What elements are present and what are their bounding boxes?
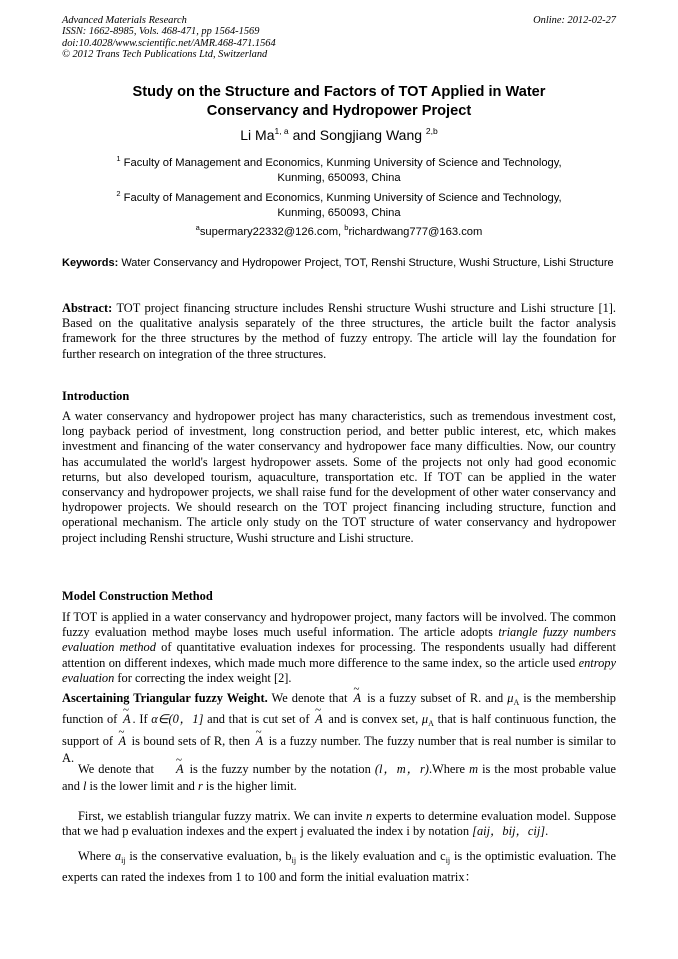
author-name: and Songjiang Wang	[292, 127, 423, 143]
author-emails	[62, 221, 616, 239]
text-run: and is convex set,	[324, 712, 422, 727]
journal-doi: doi:10.4028/www.scientific.net/AMR.468-471.1564	[62, 37, 276, 49]
membership-symbol: μ	[507, 691, 514, 705]
text-run: that is half continuous function, the support of	[62, 712, 616, 748]
emphasis-text: triangle fuzzy numbers evaluation method	[62, 625, 616, 655]
text-run: is bound sets of R, then	[128, 733, 254, 748]
abstract-text: TOT project financing structure includes Renshi structure Wushi structure and Lishi structure [1]. Based on the qualitative analysis separately of the three structures, the article built the factor analysis framework for the three structures by the method of fuzzy entropy. The article will lay the foundation for further research on integration of the three structures.	[62, 301, 616, 361]
fuzzy-symbol: ~ A	[313, 711, 325, 728]
journal-name: Advanced Materials Research	[62, 15, 187, 26]
journal-issn: ISSN: 1662-8985, Vols. 468-471, pp 1564-1569	[62, 26, 260, 38]
math-variable: a	[114, 849, 122, 863]
text-run: experts to determine evaluation model. Suppose that we had p evaluation indexes and the expert j evaluated the index i by notation	[62, 809, 616, 839]
text-run: is the membership function of	[62, 691, 616, 727]
fuzzy-symbol: ~ A	[351, 690, 363, 707]
text-run: We denote that	[78, 762, 158, 776]
text-run: We denote that	[267, 691, 352, 705]
keywords-text: Water Conservancy and Hydropower Project, TOT, Renshi Structure, Wushi Structure, Lishi Structure	[121, 257, 614, 269]
text-run: is a fuzzy number. The fuzzy number that is real number is similar to A.	[62, 733, 616, 765]
math-expression: α∈(0，1]	[151, 712, 204, 727]
math-expression: [aij，bij，cij]	[472, 824, 546, 839]
math-subscript: ij	[121, 856, 126, 865]
paragraph-label: Ascertaining Triangular fuzzy Weight.	[62, 691, 268, 705]
author-name: Li Ma	[240, 127, 275, 143]
fuzzy-symbol: ~ A	[121, 711, 133, 728]
email-sup: b	[344, 223, 349, 232]
affiliation-2	[62, 186, 616, 221]
affiliation-sup: 2	[116, 189, 121, 198]
online-date: Online: 2012-02-27	[533, 15, 616, 26]
email-link[interactable]: richardwang777@163.com	[348, 226, 483, 238]
model-heading: Model Construction Method	[62, 589, 213, 603]
title-line-1: Study on the Structure and Factors of TOT Applied in Water	[132, 84, 546, 100]
keywords-section	[62, 256, 616, 271]
text-run: is a fuzzy subset of R. and	[363, 691, 508, 705]
email-sup: a	[195, 223, 200, 232]
introduction-text: A water conservancy and hydropower project has many characteristics, such as tremendous investment cost, long payback period of investment, long construction period, and better public interest, etc, which makes investment and financing of the water conservancy and hydropower face many difficulties. Now, our country has accumulated the world's largest hydropower assets. Some of the projects not only had good economic returns, but also developed tourism, aquaculture, transportation etc. If TOT can be applied in the water conservancy and hydropower projects, we shall raise fund for the development of other water conservancy and hydropower projects. We should research on the TOT project financing including structure, function and operational mechanism. The article only study on the TOT structure of water conservancy and hydropower project including Renshi structure, Wushi structure and Lishi structure.	[62, 409, 616, 545]
text-run: is the optimistic evaluation. The experts can rated the indexes from 1 to 100 and form the initial evaluation matrix：	[62, 849, 617, 884]
text-run: .Where	[428, 762, 470, 776]
math-variable: l	[83, 778, 87, 793]
author-sup: 2,b	[425, 126, 438, 136]
weight-paragraph	[62, 690, 616, 767]
title-line-2: Conservancy and Hydropower Project	[206, 102, 472, 119]
affiliation-sup: 1	[116, 154, 121, 163]
text-run: First, we establish triangular fuzzy matrix. We can invite	[78, 809, 366, 823]
matrix-paragraph	[62, 809, 616, 839]
text-run: .	[545, 824, 549, 839]
math-subscript: ij	[445, 856, 451, 865]
affiliation-line: Kunming, 650093, China	[277, 172, 401, 184]
email-link[interactable]: supermary22332@126.com,	[199, 226, 342, 238]
math-variable: m	[469, 762, 479, 776]
math-subscript: A	[428, 719, 434, 729]
text-run: If TOT is applied in a water conservancy and hydropower project, many factors will be involved. The common fuzzy evaluation method maybe loses much useful information. The article adopts	[62, 610, 616, 640]
affiliation-1	[62, 151, 616, 186]
text-run: . If	[132, 712, 152, 727]
affiliation-line: Faculty of Management and Economics, Kunming University of Science and Technology,	[123, 192, 562, 204]
membership-symbol: μ	[421, 712, 429, 727]
affiliation-line: Faculty of Management and Economics, Kunming University of Science and Technology,	[123, 157, 562, 169]
text-run: and that is cut set of	[203, 712, 314, 727]
paper-title	[62, 83, 616, 120]
text-run: of quantitative evaluation indexes for processing. The respondents usually had different attention on different indexes, which made much more difference to the same index, so the article used	[62, 640, 616, 670]
abstract-label: Abstract:	[62, 301, 113, 315]
math-expression: (l，m，r)	[374, 762, 429, 776]
fuzzy-symbol: ~ A	[254, 733, 266, 750]
author-sup: 1, a	[274, 126, 289, 136]
math-subscript: ij	[291, 856, 297, 865]
introduction-heading: Introduction	[62, 389, 130, 403]
text-run: is the lower limit and	[86, 778, 198, 793]
where-paragraph	[62, 848, 616, 885]
text-run: Where	[78, 849, 115, 863]
math-subscript: A	[513, 698, 520, 707]
journal-header	[62, 15, 276, 61]
model-paragraph-1	[62, 610, 616, 686]
emphasis-text: entropy evaluation	[62, 655, 616, 685]
author-list	[62, 123, 616, 144]
text-run: is the conservative evaluation, b	[125, 849, 292, 863]
text-run: is the higher limit.	[202, 778, 297, 793]
text-run: is the fuzzy number by the notation	[185, 762, 375, 776]
fuzzy-symbol: ~ A	[117, 733, 129, 750]
fuzzy-symbol: ~ A	[158, 761, 186, 778]
keywords-label: Keywords:	[62, 257, 119, 269]
journal-copyright: © 2012 Trans Tech Publications Ltd, Switzerland	[62, 49, 268, 61]
text-run: is the likely evaluation and c	[296, 849, 446, 863]
math-variable: r	[197, 778, 203, 793]
text-run: for correcting the index weight [2].	[114, 670, 292, 685]
affiliation-line: Kunming, 650093, China	[277, 207, 401, 219]
math-variable: n	[365, 809, 373, 823]
abstract-section	[62, 301, 616, 362]
text-run: is the most probable value and	[62, 762, 617, 793]
notation-paragraph	[62, 761, 616, 794]
